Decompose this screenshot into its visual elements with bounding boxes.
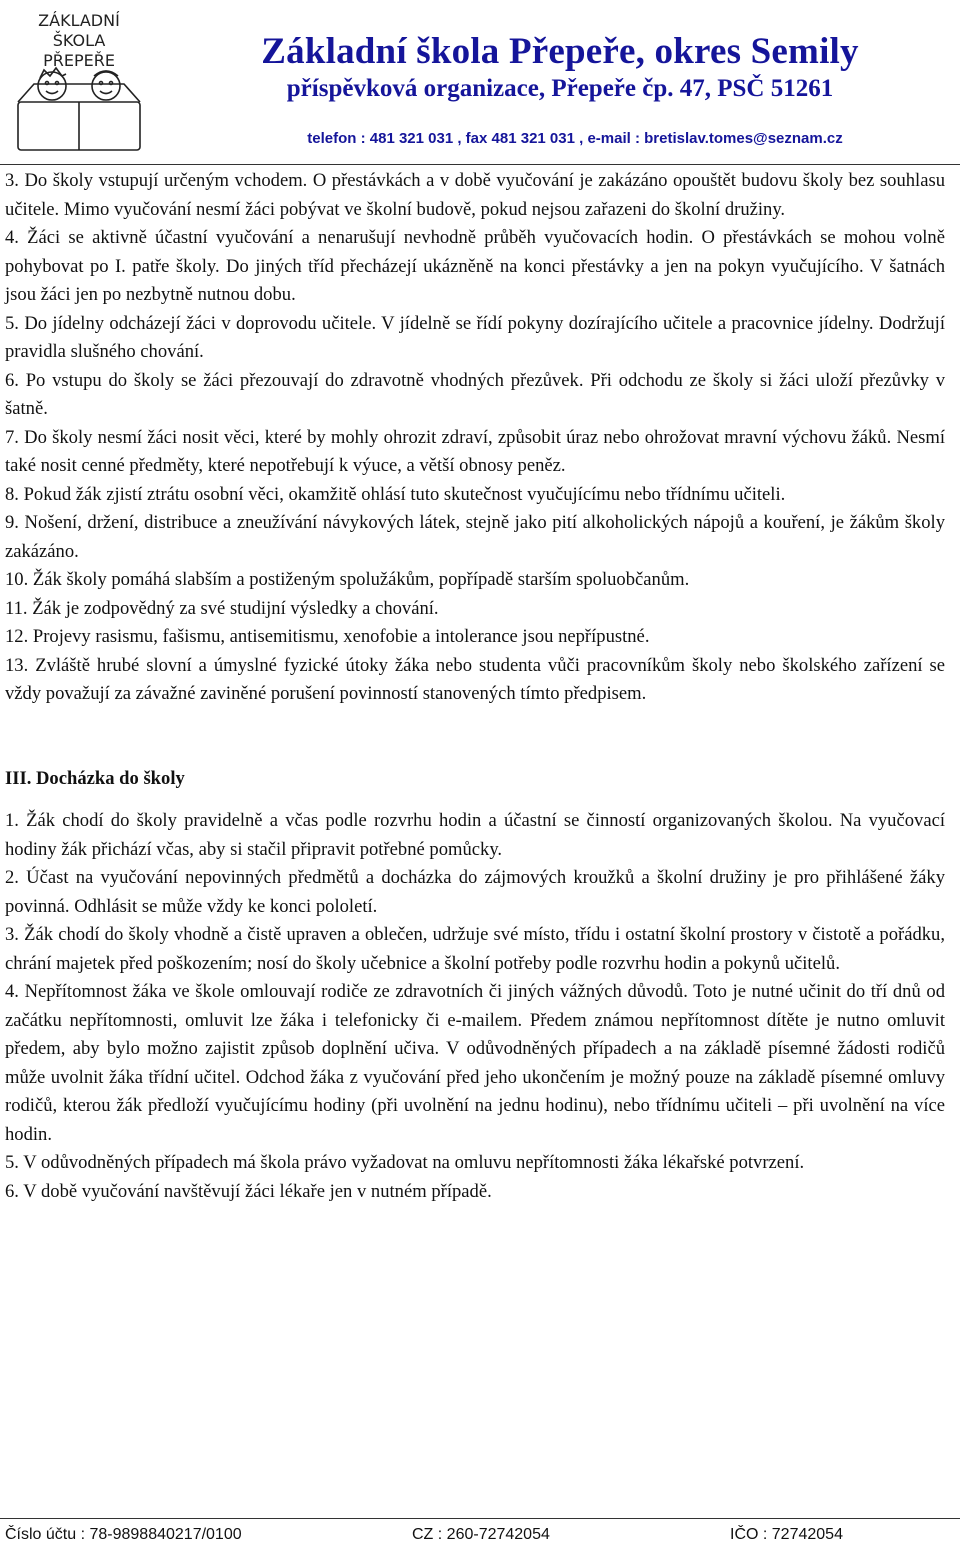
section-heading: III. Docházka do školy — [5, 767, 185, 789]
rule-paragraph: 2. Účast na vyučování nepovinných předmětů a docházka do zájmových kroužků a školní družiny je pro přihlášené žáky povinná. Odhlásit se může vždy ke konci pololetí. — [5, 867, 945, 917]
rule-paragraph: 4. Žáci se aktivně účastní vyučování a nenarušují nevhodně průběh vyučovacích hodin. O přestávkách se mohou volně pohybovat po I. patře školy. Do jiných tříd přecházejí ukázněně na konci přestávky a jen na pokyn vyučujícího. V šatnách jsou žáci jen po nezbytně nutnou dobu. — [5, 227, 945, 305]
letterhead — [0, 0, 960, 170]
rule-paragraph: 4. Nepřítomnost žáka ve škole omlouvají rodiče ze zdravotních či jiných vážných důvodů. Toto je nutné učinit do tří dnů od začátku nepřítomnosti, omluvit lze žáka i telefonicky či e-mailem. Předem známou nepřítomnost dítěte je nutno omluvit předem, aby bylo možno zajistit způsob doplnění učiva. V odůvodněných případech a na základě písemné žádosti rodičů může uvolnit žáka třídní učitel. Odchod žáka z vyučování před jeho ukončením je možný pouze na základě písemné omluvy rodičů, kterou žák předloží vyučujícímu hodiny (při uvolnění na jednu hodinu), nebo třídnímu učiteli – při uvolnění na více hodin. — [5, 981, 945, 1145]
rule-paragraph: 1. Žák chodí do školy pravidelně a včas podle rozvrhu hodin a účastní se činností organizovaných školou. Na vyučovací hodiny žák přichází včas, aby si stačil připravit potřebné pomůcky. — [5, 810, 945, 860]
rule-paragraph: 11. Žák je zodpovědný za své studijní výsledky a chování. — [5, 597, 439, 619]
vat-number: CZ : 260-72742054 — [412, 1526, 550, 1543]
svg-text:ZÁKLADNÍ: ZÁKLADNÍ — [38, 11, 120, 30]
header-divider — [0, 164, 960, 165]
rule-paragraph: 3. Do školy vstupují určeným vchodem. O přestávkách a v době vyučování je zakázáno opouštět budovu školy bez souhlasu učitele. Mimo vyučování nesmí žáci pobývat ve školní budově, pokud nejsou zařazeni do školní družiny. — [5, 170, 945, 220]
footer-divider — [0, 1518, 960, 1519]
rule-paragraph: 8. Pokud žák zjistí ztrátu osobní věci, okamžitě ohlásí tuto skutečnost vyučujícímu nebo třídnímu učiteli. — [5, 483, 786, 505]
rule-paragraph: 12. Projevy rasismu, fašismu, antisemitismu, xenofobie a intolerance jsou nepřípustné. — [5, 626, 650, 647]
svg-text:ŠKOLA: ŠKOLA — [52, 31, 106, 50]
rule-paragraph: 10. Žák školy pomáhá slabším a postiženým spolužákům, popřípadě starším spoluobčanům. — [5, 569, 690, 590]
rule-paragraph: 9. Nošení, držení, distribuce a zneužívání návykových látek, stejně jako pití alkoholických nápojů a kouření, je žákům školy zakázáno. — [5, 512, 945, 562]
rule-paragraph: 13. Zvláště hrubé slovní a úmyslné fyzické útoky žáka nebo studenta vůči pracovníkům školy nebo školského zařízení se vždy považují za závažné zaviněné porušení povinností stanovených tímto předpisem. — [5, 654, 945, 704]
rule-paragraph: 5. V odůvodněných případech má škola právo vyžadovat na omluvu nepřítomnosti žáka lékařské potvrzení. — [5, 1152, 805, 1173]
school-name: Základní škola Přepeře, okres Semily — [261, 31, 859, 72]
rule-paragraph: 6. V době vyučování navštěvují žáci lékaře jen v nutném případě. — [5, 1180, 492, 1202]
organization-address: příspěvková organizace, Přepeře čp. 47, PSČ 51261 — [286, 75, 834, 102]
school-logo — [4, 4, 154, 156]
company-id: IČO : 72742054 — [730, 1526, 843, 1543]
rule-paragraph: 5. Do jídelny odcházejí žáci v doprovodu učitele. V jídelně se řídí pokyny dozírajícího učitele a pracovnice jídelny. Dodržují pravidla slušného chování. — [5, 312, 945, 362]
svg-text:PŘEPEŘE: PŘEPEŘE — [43, 51, 115, 70]
contact-info: telefon : 481 321 031 , fax 481 321 031 , e-mail : bretislav.tomes@seznam.cz — [307, 130, 843, 147]
document-body — [5, 167, 945, 1206]
bank-account: Číslo účtu : 78-9898840217/0100 — [5, 1526, 242, 1543]
rule-paragraph: 3. Žák chodí do školy vhodně a čistě upraven a oblečen, udržuje své místo, třídu i ostatní školní prostory v čistotě a pořádku, chrání majetek před poškozením; nosí do školy učebnice a školní potřeby podle rozvrhu hodin a pokynů učitelů. — [5, 924, 945, 974]
page-footer — [0, 1518, 960, 1550]
rule-paragraph: 6. Po vstupu do školy se žáci přezouvají do zdravotně vhodných přezůvek. Při odchodu ze školy si žáci uloží přezůvky v šatně. — [5, 369, 945, 419]
rule-paragraph: 7. Do školy nesmí žáci nosit věci, které by mohly ohrozit zdraví, způsobit úraz nebo ohrožovat mravní výchovu žáků. Nesmí také nosit cenné předměty, které nepotřebují k výuce, a větší obnosy peněz. — [5, 426, 945, 476]
